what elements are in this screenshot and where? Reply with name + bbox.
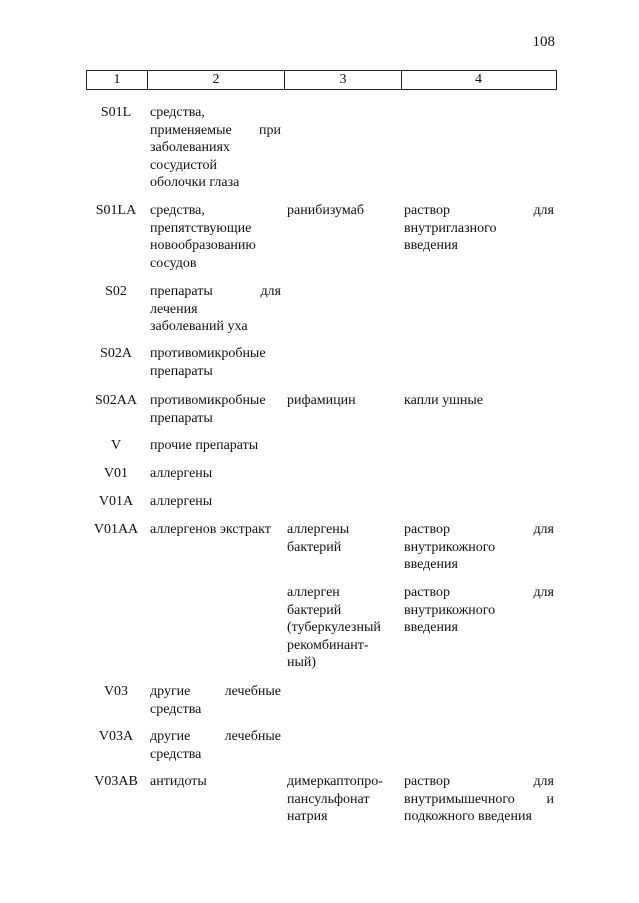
anatomical-group: противомикробные препараты [150, 346, 266, 379]
anatomical-group: средства, применяемые при заболеваниях сосудистой оболочки глаза [150, 105, 281, 190]
atc-code: S01L [100, 105, 132, 120]
drug-name: аллерген бактерий (туберкулезный рекомбинант- ный) [287, 585, 381, 670]
table-header [86, 70, 557, 90]
anatomical-group: аллергены [150, 466, 213, 481]
atc-code: V03AB [94, 774, 138, 789]
anatomical-group: аллергены [150, 494, 213, 509]
atc-code: V [110, 438, 122, 453]
dosage-form: раствор для внутриглазного введения [404, 203, 554, 253]
dosage-form: раствор для внутримышечного и подкожного введения [404, 774, 554, 824]
header-col-2: 2 [212, 72, 220, 87]
page-number: 108 [532, 34, 555, 50]
header-col-1: 1 [113, 72, 121, 87]
anatomical-group: препараты для лечения заболеваний уха [150, 284, 281, 334]
anatomical-group: прочие препараты [150, 438, 259, 453]
anatomical-group: антидоты [150, 774, 207, 789]
drug-name: димеркаптопро- пансульфонат натрия [287, 774, 383, 824]
atc-code: S02AA [94, 393, 137, 408]
dosage-form: раствор для внутрикожного введения [404, 585, 554, 635]
anatomical-group: противомикробные препараты [150, 393, 266, 426]
drug-name: аллергены бактерий [287, 522, 350, 555]
header-col-4: 4 [475, 72, 482, 87]
anatomical-group: другие лечебные средства [150, 729, 281, 762]
anatomical-group: аллергенов экстракт [150, 522, 271, 537]
header-col-3: 3 [339, 72, 347, 87]
atc-code: S01LA [95, 203, 137, 218]
atc-code: S02A [100, 346, 132, 361]
drug-name: рифамицин [287, 393, 356, 408]
dosage-form: капли ушные [404, 393, 483, 408]
anatomical-group: другие лечебные средства [150, 684, 281, 717]
atc-code: V01AA [93, 522, 139, 537]
anatomical-group: средства, препятствующие новообразованию сосудов [150, 203, 256, 271]
atc-code: V03 [103, 684, 129, 699]
atc-code: V03A [98, 729, 134, 744]
atc-code: V01A [98, 494, 134, 509]
dosage-form: раствор для внутрикожного введения [404, 522, 554, 572]
atc-code: V01 [103, 466, 129, 481]
drug-name: ранибизумаб [287, 203, 364, 218]
atc-code: S02 [105, 284, 127, 299]
